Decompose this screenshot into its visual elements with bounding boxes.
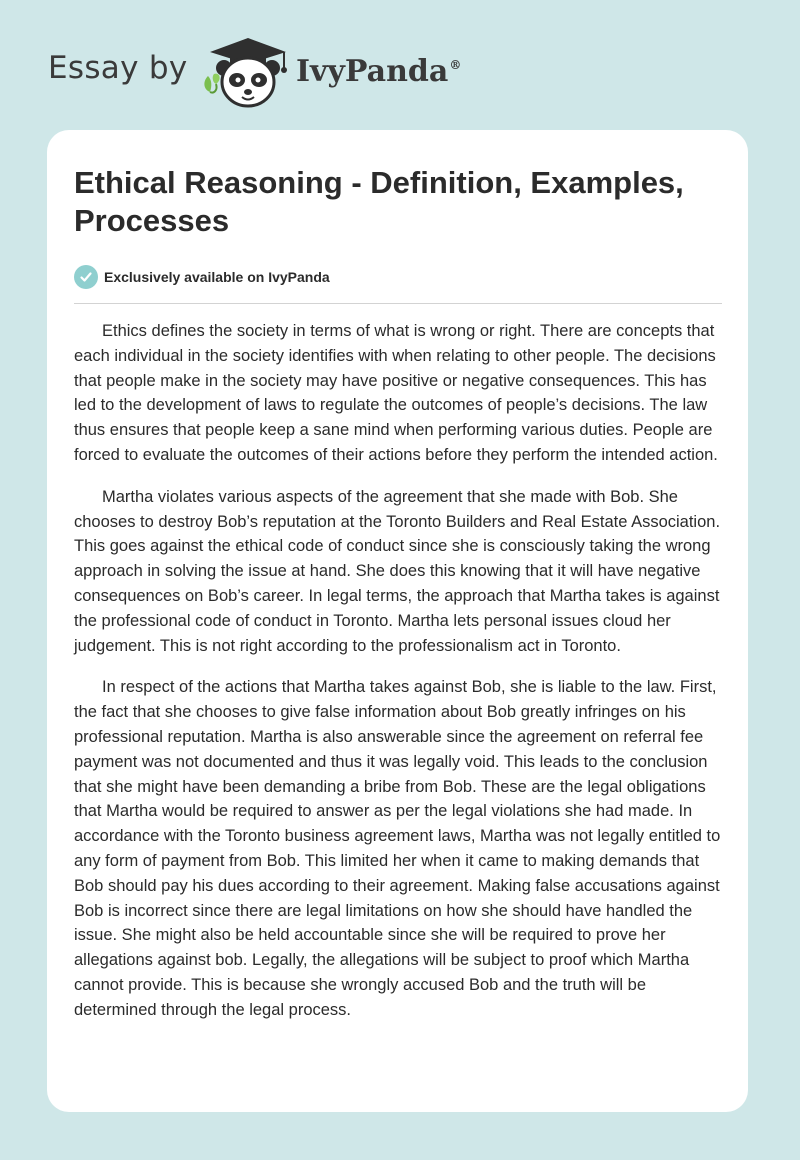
brand-text: IvyPanda xyxy=(296,54,449,89)
essay-card xyxy=(47,130,748,1112)
brand-name[interactable] xyxy=(296,54,461,89)
site-header xyxy=(0,0,800,130)
panda-graduate-icon[interactable] xyxy=(200,36,296,110)
paragraph: Ethics defines the society in terms of what is wrong or right. There are concepts that each individual in the society identifies with when relating to other people. The decisions that people make in the society may have positive or negative consequences. This has led to the development of laws to regulate the outcomes of people’s decisions. The law thus ensures that people keep a sane mind when performing various duties. People are forced to evaluate the outcomes of their actions before they perform the intended action. xyxy=(74,322,718,464)
exclusive-badge xyxy=(74,265,330,289)
paragraph: Martha violates various aspects of the agreement that she made with Bob. She chooses to destroy Bob’s reputation at the Toronto Builders and Real Estate Association. This goes against the ethical code of conduct since she is consciously taking the wrong approach in solving the issue at hand. She does this knowing that it will have negative consequences on Bob’s career. In legal terms, the approach that Martha takes is against the professional code of conduct in Toronto. Martha lets personal issues cloud her judgement. This is not right according to the professionalism act in Toronto. xyxy=(74,487,721,655)
checkmark-icon xyxy=(74,265,98,289)
essay-body xyxy=(74,319,724,1040)
paragraph: In respect of the actions that Martha takes against Bob, she is liable to the law. First, the fact that she chooses to give false information about Bob greatly infringes on his professional reputation. Martha is also answerable since the agreement on referral fee payment was not documented and thus it was legally void. This leads to the conclusion that she might have been demanding a bribe from Bob. These are the legal obligations that Martha would be required to answer as per the legal violations she had made. In accordance with the Toronto business agreement laws, Martha was not legally entitled to any form of payment from Bob. This limited her when it came to making demands that Bob should pay his dues according to their agreement. Making false accusations against Bob is incorrect since there are legal limitations on how she should have handled the issue. She might also be held accountable since she will be required to prove her allegations against bob. Legally, the allegations will be subject to proof which Martha cannot provide. This is because she wrongly accused Bob and the truth will be determined through the legal process. xyxy=(74,678,721,1019)
divider xyxy=(74,303,722,304)
exclusive-badge-text: Exclusively available on IvyPanda xyxy=(104,269,330,285)
registered-mark: ® xyxy=(449,58,462,72)
page-title: Ethical Reasoning - Definition, Examples, Processes xyxy=(74,165,684,238)
essay-by-label: Essay by xyxy=(48,50,188,86)
